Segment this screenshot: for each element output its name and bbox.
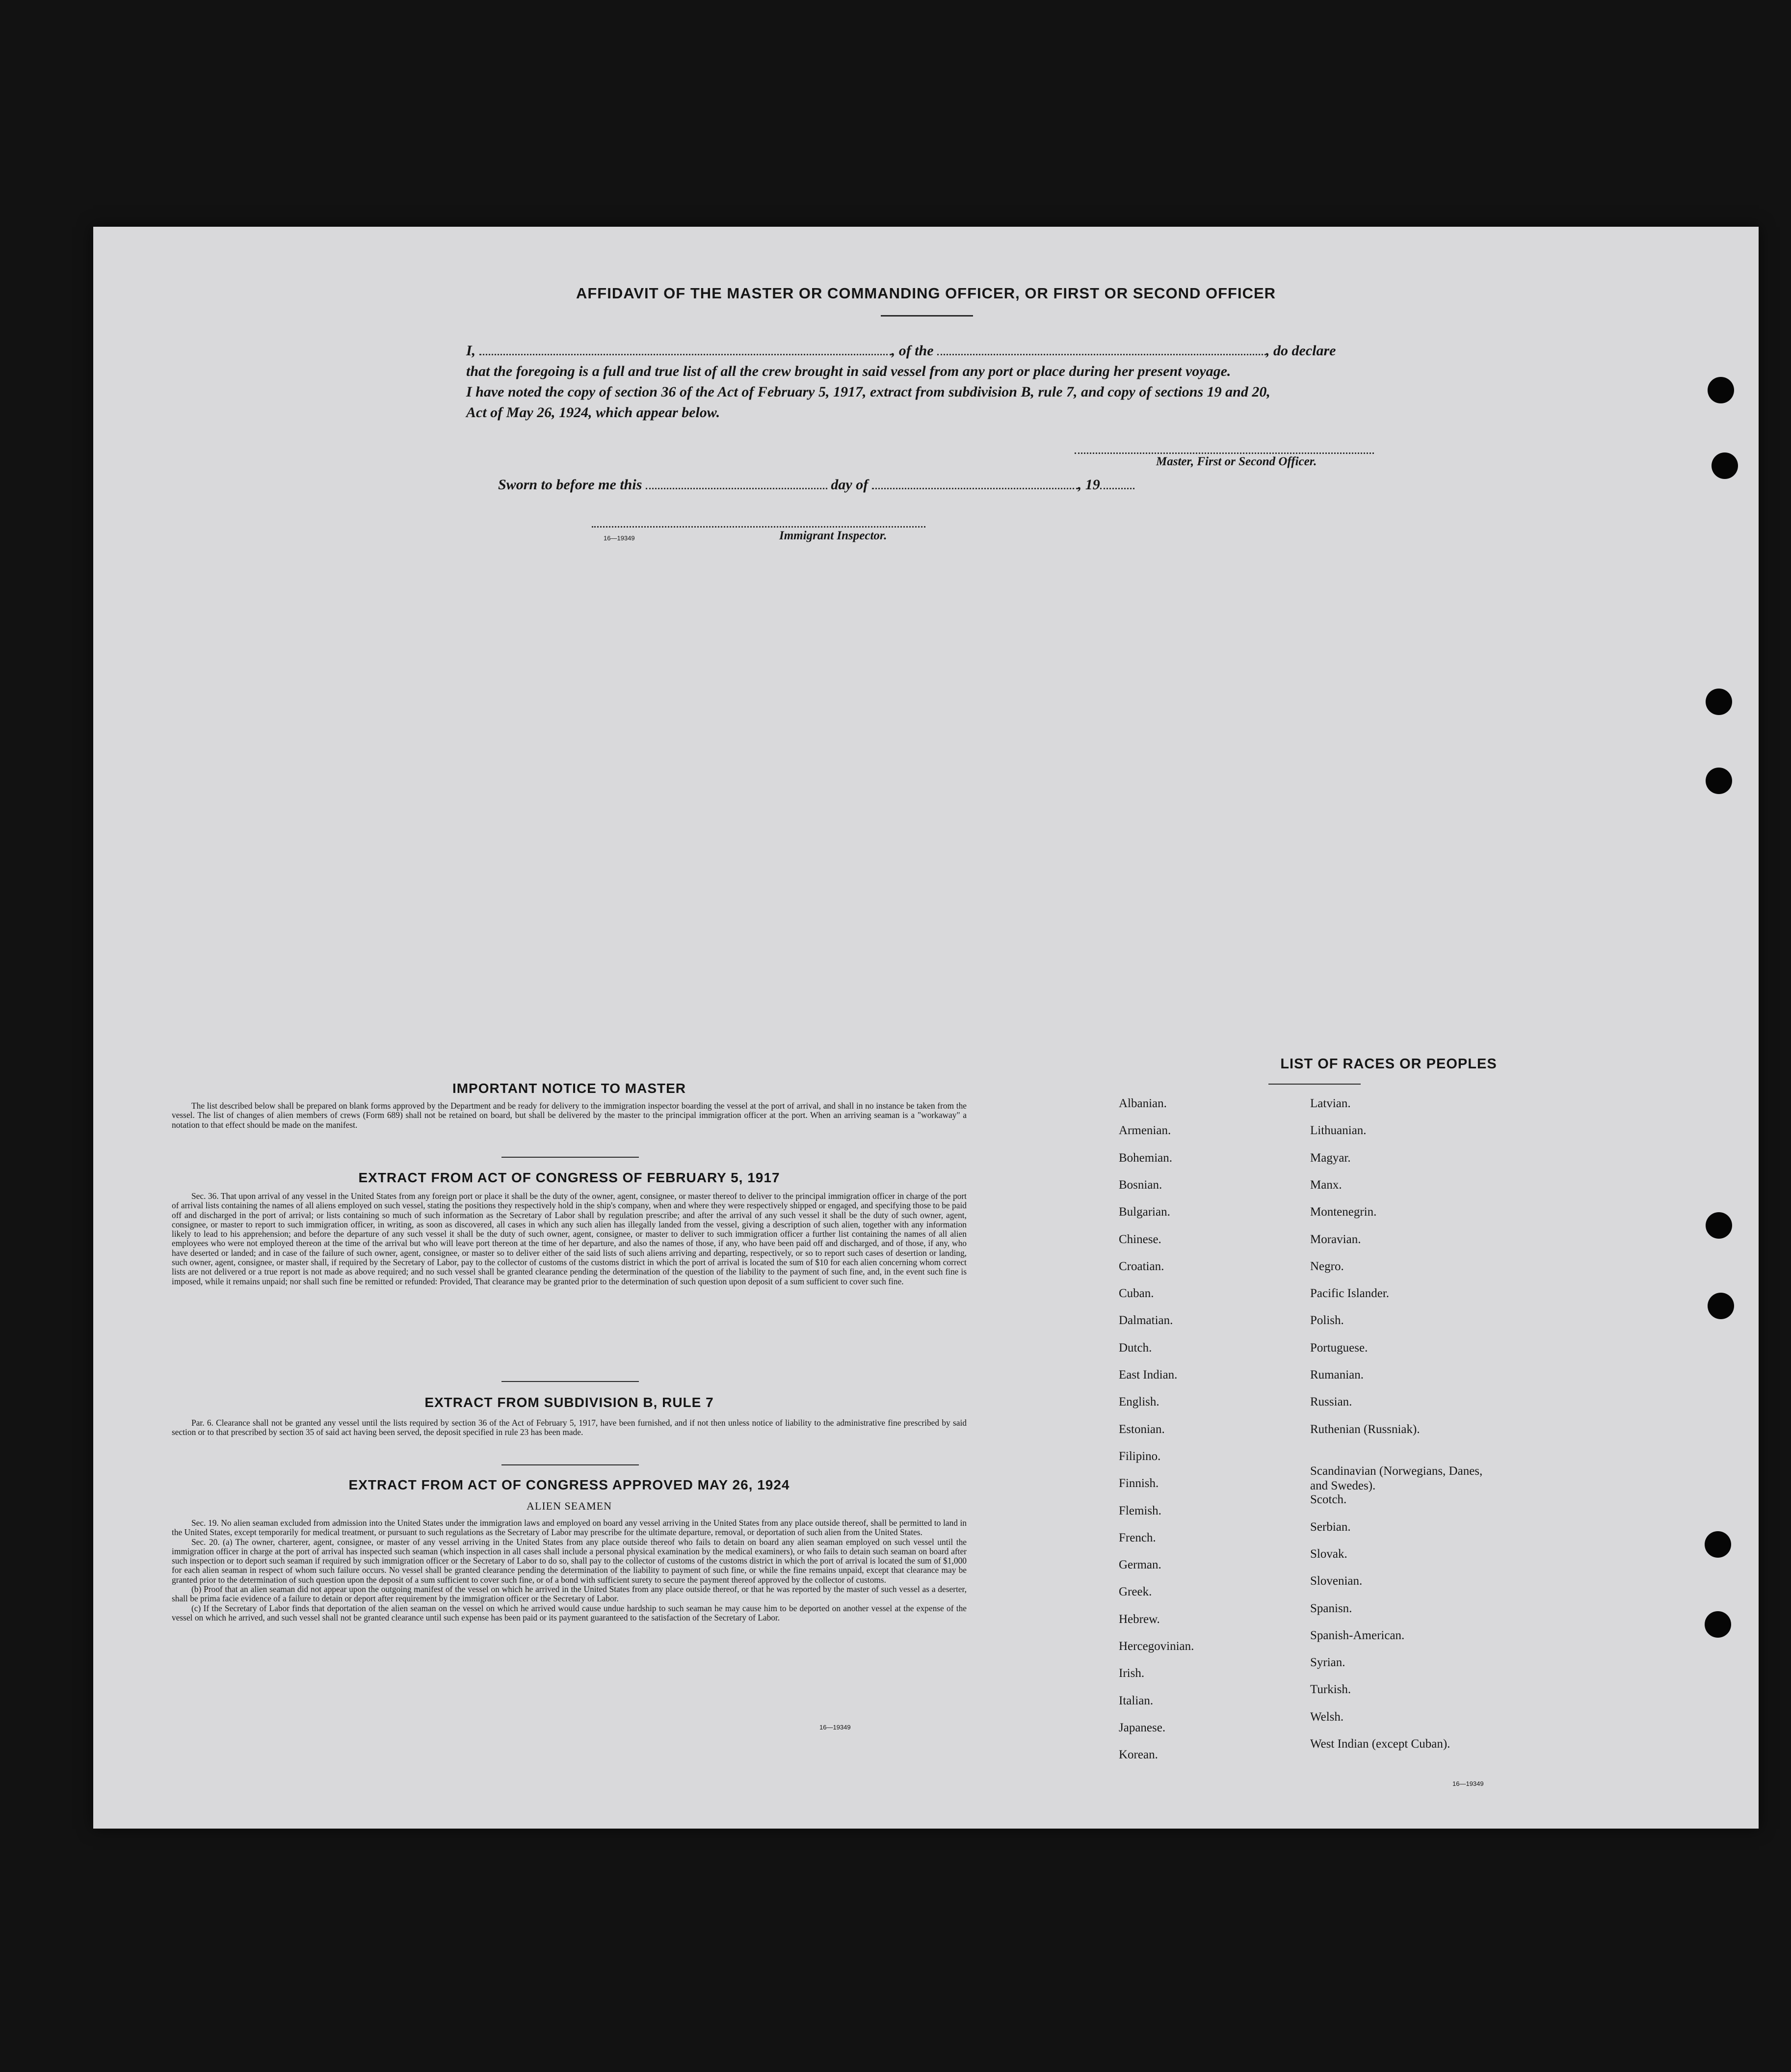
affidavit-i: I, (466, 343, 476, 359)
sec-20a-paragraph: Sec. 20. (a) The owner, charterer, agent, consignee, or master of any vessel arriving in the United States from any place outside thereof who fails to detain on board any alien seaman employed on such vessel until the immigration officer in charge at the port of arrival has inspected such seaman (which inspection in all cases shall include a personal physical examination by the medical examiners), or who fails to detain such seaman on board after such inspection or to deport such seaman if required by such immigration officer or the Secretary of Labor to do so, shall pay to the collector of customs of the customs district in which the port of arrival is located the sum of $1,000 for each alien seaman in respect of whom such failure occurs. No vessel shall be granted clearance pending the determination of the liability to payment of such fine, or while the fine remains unpaid, except that clearance may be granted prior to the determination of such question upon the deposit of a sum sufficient to cover such fine, or of a bond with sufficient surety to secure the payment thereof approved by the collector of customs. (172, 1537, 967, 1585)
act-1917-paragraph: Sec. 36. That upon arrival of any vessel in the United States from any foreign port or place it shall be the duty of the owner, agent, consignee, or master thereof to deliver to the principal immigration officer in charge of the port of arrival lists containing the names of all aliens employed on such vessel, stating the positions they respectively hold in the ship's company, when and where they were respectively shipped or engaged, and specifying those to be paid off and discharged in the port of arrival; or lists containing so much of such information as the Secretary of Labor shall by regulation prescribe; and after the arrival of any such vessel it shall be the duty of such owner, agent, consignee, or master to report to such immigration officer, in writing, as soon as discovered, all cases in which any such alien has illegally landed from the vessel, giving a description of such alien, together with any information likely to lead to his apprehension; and before the departure of any such vessel it shall be the duty of such owner, agent, consignee, or master to deliver to such immigration officer a further list containing the names of all alien employees who were not employed thereon at the time of the arrival but who will leave port thereon at the time of her departure, and also the names of those, if any, who have been paid off and discharged, and of those, if any, who have deserted or landed; and in case of the failure of such owner, agent, consignee, or master so to deliver either of the said lists of such aliens arriving and departing, respectively, or so to report such cases of desertion or landing, such owner, agent, consignee, or master shall, if required by the Secretary of Labor, pay to the collector of customs of the customs district in which the port of arrival is located the sum of $10 for each alien concerning whom correct lists are not delivered or a true report is not made as above required; and no such vessel shall be granted clearance pending the determination of the question of the liability to the payment of such fine, and, in the event such fine is imposed, while it remains unpaid; nor shall such fine be remitted or refunded: Provided, That clearance may be granted prior to the determination of such question upon deposit of a sum sufficient to cover such fine. (172, 1191, 967, 1286)
race-item: Polish. (1310, 1314, 1344, 1328)
race-item: French. (1119, 1531, 1156, 1544)
name-blank (479, 343, 892, 355)
affidavit-declare: , do declare (1266, 343, 1336, 359)
race-item: Ruthenian (Russniak). (1310, 1422, 1420, 1436)
notice-title: IMPORTANT NOTICE TO MASTER (452, 1081, 686, 1096)
affidavit-line-4: Act of May 26, 1924, which appear below. (466, 404, 720, 421)
race-item: Manx. (1310, 1178, 1342, 1192)
sec-20c-paragraph: (c) If the Secretary of Labor finds that deportation of the alien seaman on the vessel on which he arrived would cause undue hardship to such seaman he may cause him to be deported on another vessel at the expense of the vessel on which he arrived, and such vessel shall not be granted clearance until such expense has been paid or its payment guaranteed to the satisfaction of the Secretary of Labor. (172, 1603, 967, 1622)
inspector-signature-line (592, 526, 925, 528)
race-item: Armenian. (1119, 1124, 1171, 1138)
act-1924-title: EXTRACT FROM ACT OF CONGRESS APPROVED MAY 26, 1924 (348, 1477, 790, 1492)
sworn-prefix: Sworn to before me this (498, 477, 642, 493)
race-item: Albanian. (1119, 1097, 1167, 1110)
act-1924-text (172, 1518, 967, 1622)
races-divider (1268, 1084, 1361, 1085)
punch-hole (1708, 377, 1734, 403)
punch-hole (1708, 1293, 1734, 1319)
race-item: Russian. (1310, 1395, 1352, 1409)
race-item: Slovak. (1310, 1547, 1347, 1561)
race-item: Portuguese. (1310, 1341, 1368, 1355)
master-signature-label: Master, First or Second Officer. (1156, 455, 1317, 468)
race-item: Moravian. (1310, 1232, 1361, 1246)
race-item: Rumanian. (1310, 1368, 1364, 1381)
punch-hole (1706, 689, 1732, 715)
race-item: Welsh. (1310, 1710, 1344, 1724)
punch-hole (1705, 1531, 1731, 1558)
race-item: Chinese. (1119, 1232, 1161, 1246)
race-item: Bosnian. (1119, 1178, 1162, 1192)
race-item: Lithuanian. (1310, 1124, 1367, 1138)
act-1917-title: EXTRACT FROM ACT OF CONGRESS OF FEBRUARY 5, 1917 (358, 1170, 780, 1185)
race-item: Latvian. (1310, 1097, 1351, 1110)
act-1924-form-number: 16—19349 (819, 1724, 851, 1731)
race-item: Bulgarian. (1119, 1205, 1170, 1219)
race-item: Finnish. (1119, 1477, 1159, 1490)
punch-hole (1712, 452, 1738, 479)
master-signature-line (1075, 452, 1374, 454)
affidavit-line-2: that the foregoing is a full and true list of all the crew brought in said vessel from any port or place during her present voyage. (466, 363, 1231, 379)
affidavit-line-1 (466, 341, 1482, 361)
race-item: Negro. (1310, 1259, 1344, 1273)
race-item: English. (1119, 1395, 1159, 1409)
race-item: Irish. (1119, 1667, 1145, 1680)
race-item: Hercegovinian. (1119, 1640, 1194, 1653)
race-item: Flemish. (1119, 1504, 1161, 1517)
races-form-number: 16—19349 (1452, 1780, 1484, 1787)
affidavit-title: AFFIDAVIT OF THE MASTER OR COMMANDING OFFICER, OR FIRST OR SECOND OFFICER (576, 285, 1276, 302)
inspector-label: Immigrant Inspector. (779, 529, 887, 542)
race-item: Spanish-American. (1310, 1628, 1405, 1642)
affidavit-form-number: 16—19349 (604, 534, 635, 542)
race-item: Cuban. (1119, 1287, 1154, 1301)
notice-text (172, 1101, 967, 1130)
sec-19-paragraph: Sec. 19. No alien seaman excluded from admission into the United States under the immigration laws and employed on board any vessel arriving in the United States from any place outside thereof, shall be permitted to land in the United States, except temporarily for medical treatment, or pursuant to such regulations as the Secretary of Labor may prescribe for the ultimate departure, removal, or deportation of such alien from the United States. (172, 1518, 967, 1538)
race-item: Scandinavian (Norwegians, Danes, and Swedes). (1310, 1464, 1483, 1493)
race-item: Syrian. (1310, 1656, 1345, 1670)
punch-hole (1706, 1212, 1732, 1239)
races-title: LIST OF RACES OR PEOPLES (1280, 1056, 1497, 1072)
race-item: Greek. (1119, 1585, 1152, 1599)
race-item: Magyar. (1310, 1151, 1351, 1165)
sworn-year: , 19 (1078, 477, 1100, 493)
sec-20b-paragraph: (b) Proof that an alien seaman did not appear upon the outgoing manifest of the vessel on which he arrived in the United States from any place outside thereof, or that he was reported by the master of such vessel as a deserter, shall be prima facie evidence of a failure to detain or deport after requirement by the immigration officer or the Secretary of Labor. (172, 1584, 967, 1604)
race-item: Filipino. (1119, 1449, 1161, 1463)
sworn-date-blank (646, 477, 827, 489)
divider-2 (501, 1381, 639, 1382)
race-item: Slovenian. (1310, 1574, 1363, 1588)
race-item: Scotch. (1310, 1493, 1347, 1507)
vessel-blank (937, 343, 1266, 355)
punch-hole (1705, 1611, 1731, 1638)
race-item: German. (1119, 1558, 1161, 1572)
race-item: Spanisn. (1310, 1601, 1352, 1615)
sworn-line (498, 475, 1514, 495)
sworn-day-of: day of (831, 477, 869, 493)
affidavit-line-3: I have noted the copy of section 36 of the Act of February 5, 1917, extract from subdivision B, rule 7, and copy of sections 19 and 20, (466, 384, 1270, 400)
rule-7-paragraph: Par. 6. Clearance shall not be granted any vessel until the lists required by section 36 of the Act of February 5, 1917, have been furnished, and if not then unless notice of liability to the administrative fine prescribed by said section or to that prescribed by section 35 of said act having been served, the deposit specified in rule 23 has been made. (172, 1418, 967, 1437)
race-item: Pacific Islander. (1310, 1287, 1390, 1301)
race-item: East Indian. (1119, 1368, 1178, 1381)
sworn-year-blank (1100, 477, 1134, 489)
document-page (93, 227, 1759, 1829)
sworn-month-blank (872, 477, 1078, 489)
race-item: Japanese. (1119, 1721, 1166, 1734)
notice-paragraph: The list described below shall be prepared on blank forms approved by the Department and be ready for delivery to the immigration inspector boarding the vessel at the port of arrival, and shall in no instance be taken from the vessel. The list of changes of alien members of crews (Form 689) shall not be retained on board, but shall be delivered by the master to the principal immigration officer at the port. When an arriving seaman is a "workaway" a notation to that effect should be made on the manifest. (172, 1101, 967, 1130)
title-divider (881, 315, 973, 317)
race-item: Estonian. (1119, 1422, 1165, 1436)
race-item: Bohemian. (1119, 1151, 1173, 1165)
race-item: Croatian. (1119, 1259, 1164, 1273)
race-item: Serbian. (1310, 1520, 1351, 1534)
affidavit-of-the: , of the (891, 343, 934, 359)
race-item: Korean. (1119, 1748, 1158, 1762)
race-item: Montenegrin. (1310, 1205, 1377, 1219)
alien-seamen-subtitle: ALIEN SEAMEN (527, 1500, 612, 1512)
rule-7-text (172, 1418, 967, 1437)
race-item: Turkish. (1310, 1683, 1351, 1697)
punch-hole (1706, 768, 1732, 794)
act-1917-text (172, 1192, 967, 1286)
race-item: Italian. (1119, 1694, 1154, 1707)
race-item: Dalmatian. (1119, 1314, 1173, 1328)
rule-7-title: EXTRACT FROM SUBDIVISION B, RULE 7 (424, 1395, 714, 1410)
race-item: Hebrew. (1119, 1612, 1160, 1626)
divider-3 (501, 1464, 639, 1465)
race-item: West Indian (except Cuban). (1310, 1737, 1450, 1751)
divider-1 (501, 1157, 639, 1158)
race-item: Dutch. (1119, 1341, 1152, 1355)
